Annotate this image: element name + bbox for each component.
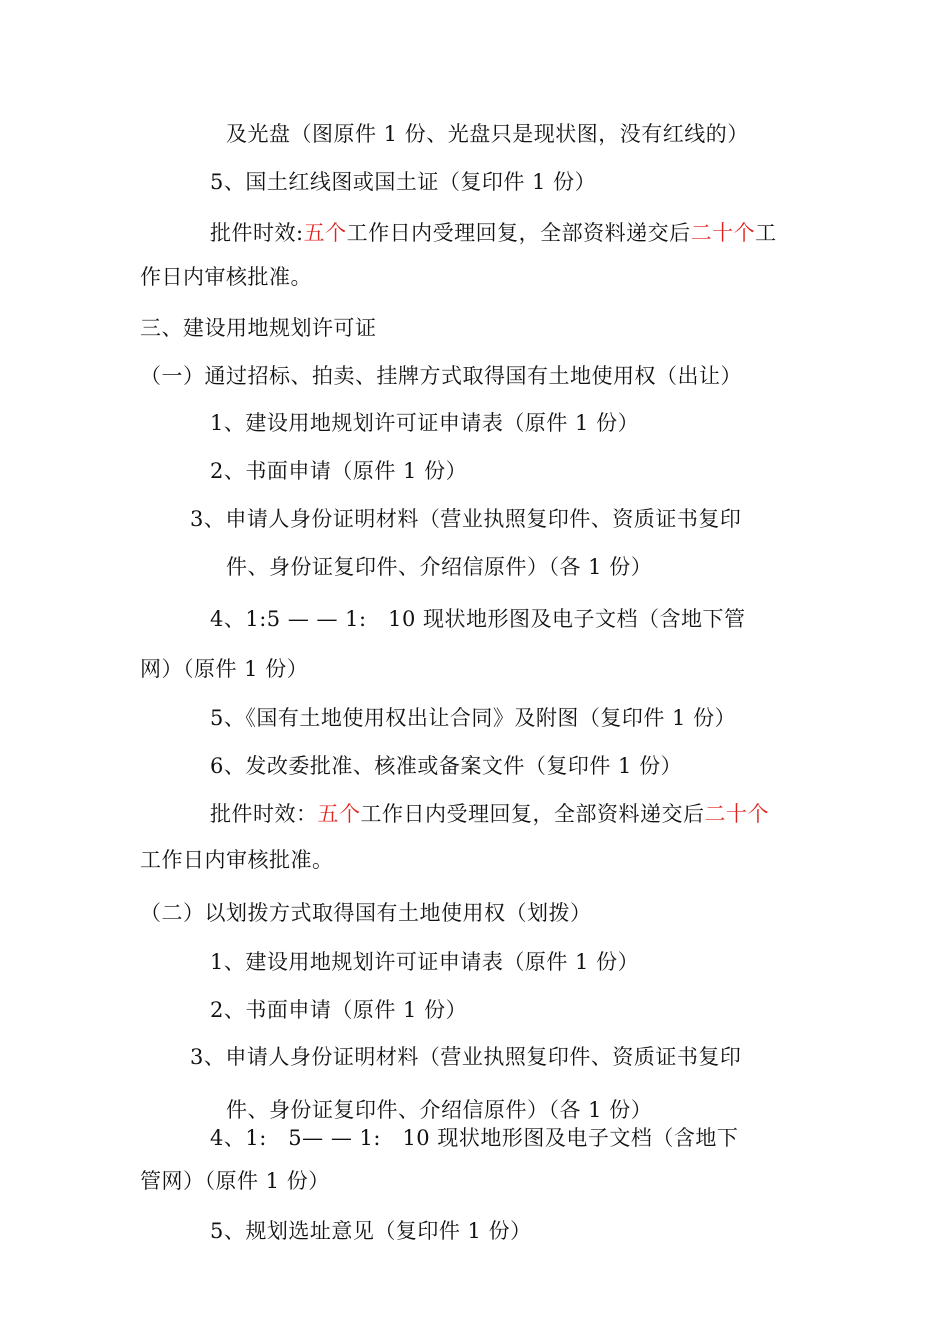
item-topographic-map-cont: 网）（原件 1 份） — [140, 657, 309, 681]
item-ndrc-approval: 6、发改委批准、核准或备案文件（复印件 1 份） — [210, 754, 683, 778]
item-topographic-map: 4、1:5 — — 1: 10 现状地形图及电子文档（含地下管 — [210, 607, 746, 631]
item-written-application: 2、书面申请（原件 1 份） — [210, 998, 468, 1022]
subsection-heading-2: （二）以划拨方式取得国有土地使用权（划拨） — [140, 901, 592, 925]
section-heading: 三、建设用地规划许可证 — [140, 316, 377, 340]
days-highlight: 二十个 — [690, 221, 756, 245]
item-topographic-map: 4、1: 5— — 1: 10 现状地形图及电子文档（含地下 — [210, 1126, 739, 1150]
approval-time-2 — [210, 800, 769, 828]
approval-label: 批件时效： — [210, 802, 318, 826]
item-identity-proof: 3、申请人身份证明材料（营业执照复印件、资质证书复印 — [190, 1045, 742, 1069]
approval-text: 工作日内受理回复，全部资料递交后 — [346, 221, 691, 245]
item-land-contract: 5、《国有土地使用权出让合同》及附图（复印件 1 份） — [210, 706, 737, 730]
item-identity-proof: 3、申请人身份证明材料（营业执照复印件、资质证书复印 — [190, 507, 742, 531]
days-highlight: 二十个 — [704, 802, 769, 826]
item-written-application: 2、书面申请（原件 1 份） — [210, 459, 468, 483]
approval-label: 批件时效: — [210, 221, 304, 245]
item-identity-proof-cont: 件、身份证复印件、介绍信原件）（各 1 份） — [226, 1098, 653, 1122]
days-highlight: 五个 — [303, 221, 347, 245]
item-application-form: 1、建设用地规划许可证申请表（原件 1 份） — [210, 950, 640, 974]
item-site-selection: 5、规划选址意见（复印件 1 份） — [210, 1219, 532, 1243]
item-application-form: 1、建设用地规划许可证申请表（原件 1 份） — [210, 411, 640, 435]
days-highlight: 五个 — [317, 802, 361, 826]
approval-time-1-cont: 作日内审核批准。 — [140, 265, 312, 289]
approval-text: 工作日内受理回复，全部资料递交后 — [360, 802, 705, 826]
approval-time-2-cont: 工作日内审核批准。 — [140, 848, 334, 872]
item-identity-proof-cont: 件、身份证复印件、介绍信原件）（各 1 份） — [226, 555, 653, 579]
subsection-heading-1: （一）通过招标、拍卖、挂牌方式取得国有土地使用权（出让） — [140, 364, 742, 388]
approval-time-1 — [210, 219, 777, 247]
item-topographic-map-cont: 管网）（原件 1 份） — [140, 1169, 330, 1193]
item-land-redline: 5、国土红线图或国土证（复印件 1 份） — [210, 170, 597, 194]
approval-text-end: 工 — [755, 221, 777, 245]
item-disc-continuation: 及光盘（图原件 1 份、光盘只是现状图，没有红线的） — [226, 122, 749, 146]
